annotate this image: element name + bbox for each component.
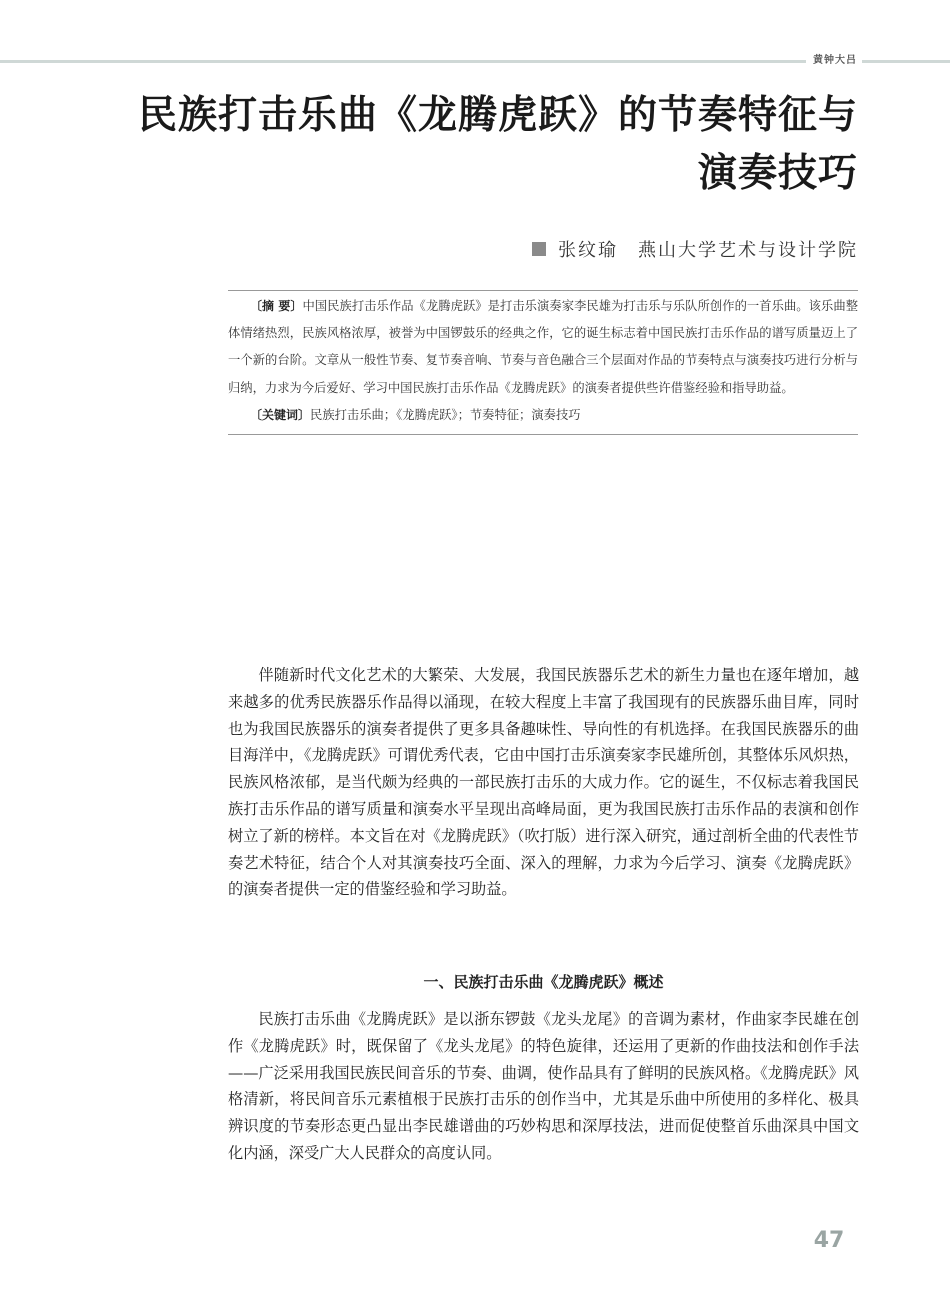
header-rule-right xyxy=(862,60,950,63)
page-number: 47 xyxy=(813,1228,845,1253)
abstract xyxy=(228,293,858,402)
body-paragraph-1: 伴随新时代文化艺术的大繁荣、大发展，我国民族器乐艺术的新生力量也在逐年增加，越来越多的优秀民族器乐作品得以涌现，在较大程度上丰富了我国现有的民族器乐曲目库，同时也为我国民族器乐的演奏者提供了更多具备趣味性、导向性的有机选择。在我国民族器乐的曲目海洋中，《龙腾虎跃》可谓优秀代表，它由中国打击乐演奏家李民雄所创，其整体乐风炽热，民族风格浓郁，是当代颇为经典的一部民族打击乐的大成力作。它的诞生，不仅标志着我国民族打击乐作品的谱写质量和演奏水平呈现出高峰局面，更为我国民族打击乐作品的表演和创作树立了新的榜样。本文旨在对《龙腾虎跃》（吹打版）进行深入研究，通过剖析全曲的代表性节奏艺术特征，结合个人对其演奏技巧全面、深入的理解，力求为今后学习、演奏《龙腾虎跃》的演奏者提供一定的借鉴经验和学习助益。 xyxy=(228,666,859,899)
keywords-label: 〔关键词〕 xyxy=(250,407,311,422)
keywords-text: 民族打击乐曲；《龙腾虎跃》；节奏特征；演奏技巧 xyxy=(310,407,581,422)
abstract-text: 中国民族打击乐作品《龙腾虎跃》是打击乐演奏家李民雄为打击乐与乐队所创作的一首乐曲。该乐曲整体情绪热烈，民族风格浓厚，被誉为中国锣鼓乐的经典之作，它的诞生标志着中国民族打击乐作品的谱写质量迈上了一个新的台阶。文章从一般性节奏、复节奏音响、节奏与音色融合三个层面对作品的节奏特点与演奏技巧进行分析与归纳，力求为今后爱好、学习中国民族打击乐作品《龙腾虎跃》的演奏者提供些许借鉴经验和指导助益。 xyxy=(228,299,858,395)
author-affiliation: 燕山大学艺术与设计学院 xyxy=(638,240,858,261)
author-name: 张纹瑜 xyxy=(558,240,618,261)
keywords xyxy=(228,402,858,428)
square-bullet-icon xyxy=(532,242,546,256)
abstract-label: 〔摘 要〕 xyxy=(250,299,303,313)
section-heading-1: 一、民族打击乐曲《龙腾虎跃》概述 xyxy=(423,973,664,991)
body-paragraph-2: 民族打击乐曲《龙腾虎跃》是以浙东锣鼓《龙头龙尾》的音调为素材，作曲家李民雄在创作《龙腾虎跃》时，既保留了《龙头龙尾》的特色旋律，还运用了更新的作曲技法和创作手法——广泛采用我国民族民间音乐的节奏、曲调，使作品具有了鲜明的民族风格。《龙腾虎跃》风格清新，将民间音乐元素植根于民族打击乐的创作当中，尤其是乐曲中所使用的多样化、极具辨识度的节奏形态更凸显出李民雄谱曲的巧妙构思和深厚技法，进而促使整首乐曲深具中国文化内涵，深受广大人民群众的高度认同。 xyxy=(228,1010,859,1162)
article-title xyxy=(100,86,858,202)
article-title-line2: 演奏技巧 xyxy=(697,150,858,196)
abstract-box xyxy=(228,290,858,435)
header-rule-left xyxy=(0,60,806,63)
article-title-line1: 民族打击乐曲《龙腾虎跃》的节奏特征与 xyxy=(137,92,858,138)
author-line xyxy=(532,236,858,262)
journal-name: 黄钟大吕 xyxy=(813,55,857,66)
